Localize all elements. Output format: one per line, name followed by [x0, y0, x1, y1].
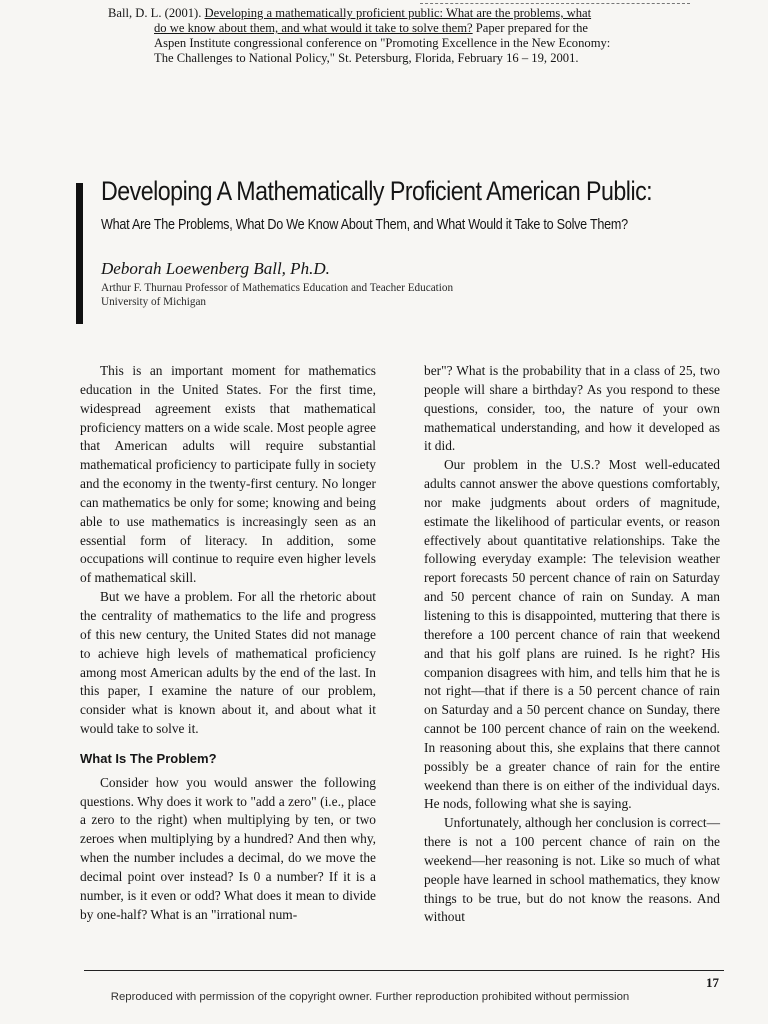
citation-note: Paper prepared for the [472, 21, 589, 35]
citation-block [108, 6, 658, 66]
author-affiliation [101, 281, 453, 309]
left-column [80, 362, 376, 924]
article-subtitle: What Are The Problems, What Do We Know About Them, and What Would it Take to Solve Them? [101, 216, 628, 233]
title-accent-bar [76, 183, 83, 324]
paragraph: Unfortunately, although her conclusion is correct—there is not a 100 percent chance of rain on the weekend—her reasoning is not. Like so much of what people have learned in school mathematics, they know things to be true, but do not know the reasons. And without [424, 815, 720, 925]
citation-title-part-2: do we know about them, and what would it take to solve them? [154, 21, 473, 35]
affiliation-title: Arthur F. Thurnau Professor of Mathematics Education and Teacher Education [101, 282, 454, 294]
scan-artifact-line [420, 3, 690, 4]
paragraph: But we have a problem. For all the rhetoric about the centrality of mathematics to the life and progress of this new century, the United States did not manage to achieve high levels of mathematical proficiency among most American adults by the end of the last. In this paper, I examine the nature of our problem, consider what is known about it, and about what it would take to solve it. [80, 589, 376, 737]
paragraph: This is an important moment for mathematics education in the United States. For the first time, widespread agreement exists that mathematical proficiency matters on a wide scale. Most people agree that American adults will require substantial mathematical proficiency to participate fully in society and the economy in the twenty-first century. No longer can mathematics be only for some; knowing and being able to use mathematics is increasingly seen as an essential form of literacy. In addition, some occupations will continue to require even higher levels of mathematical skill. [80, 363, 376, 586]
paragraph: ber"? What is the probability that in a class of 25, two people will share a birthday? As you respond to these questions, consider, too, the nature of your own mathematical understanding, and how it developed as it did. [424, 363, 720, 454]
author-name: Deborah Loewenberg Ball, Ph.D. [101, 259, 330, 278]
affiliation-institution: University of Michigan [101, 296, 207, 308]
page-number: 17 [706, 975, 719, 990]
citation-line-3: Aspen Institute congressional conference on "Promoting Excellence in the New Economy: [154, 36, 611, 50]
citation-author-year: Ball, D. L. (2001). [108, 6, 205, 20]
paragraph: Our problem in the U.S.? Most well-educated adults cannot answer the above questions comfortably, nor make judgments about orders of magnitude, estimate the likelihood of particular events, or reason effectively about quantitative relationships. Take the following everyday example: The television weather report forecasts 50 percent chance of rain on Saturday and 50 percent chance of rain on Sunday. A man listening to this is disappointed, muttering that there is therefore a 100 percent chance of rain that weekend and that his golf plans are ruined. Is he right? His companion disagrees with him, and tells him that he is not right—that if there is a 50 percent chance of rain on Saturday and a 50 percent chance on Sunday, there cannot be 100 percent chance of rain on the weekend. In reasoning about this, she explains that there cannot possibly be a greater chance of rain for the entire weekend than there is on either of the individual days. He nods, following what she is saying. [424, 457, 720, 812]
citation-line-4: The Challenges to National Policy," St. Petersburg, Florida, February 16 – 19, 2001. [154, 51, 579, 65]
section-heading: What Is The Problem? [80, 750, 217, 766]
copyright-notice: Reproduced with permission of the copyright owner. Further reproduction prohibited without permission [110, 991, 630, 1003]
citation-line-2 [108, 21, 658, 36]
article-title: Developing A Mathematically Proficient American Public: [101, 176, 653, 206]
right-column [424, 362, 720, 927]
footer-divider [84, 970, 724, 971]
paragraph: Consider how you would answer the following questions. Why does it work to "add a zero" (i.e., place a zero to the right) when multiplying by ten, or two zeroes when multiplying by a hundred? And then why, when the number includes a decimal, do we move the decimal point over instead? Is 0 a number? If it is a number, is it even or odd? What does it mean to divide by one-half? What is an "irrational num- [80, 774, 376, 922]
citation-title-part-1: Developing a mathematically proficient public: What are the problems, what [204, 6, 592, 20]
citation-line-1 [108, 6, 658, 21]
